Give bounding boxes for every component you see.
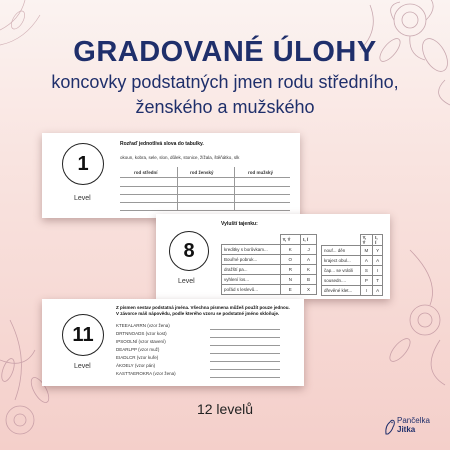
letter: B xyxy=(301,275,317,285)
letter: Y xyxy=(373,246,383,256)
brand-name-line-2: Jitka xyxy=(397,425,416,434)
level-label: Level xyxy=(74,195,91,202)
letter: O xyxy=(280,255,301,265)
level-number-circle: 1 xyxy=(62,143,104,185)
letter: T xyxy=(373,276,383,286)
instruction-line-2: V závorce máš nápovědu, podle kterého vzoru se podstatné jméno skloňuje. xyxy=(116,311,280,316)
write-line xyxy=(120,210,290,211)
column-header-neuter: rod střední xyxy=(134,170,158,175)
letter: A xyxy=(360,256,373,266)
instruction-line-1: Z písmen sestav podstatná jména. Všechna písmena můžeš použít pouze jednou. xyxy=(116,305,290,310)
worksheet-card-level-11 xyxy=(42,299,304,386)
table-row xyxy=(222,245,317,255)
level-count: 12 levelů xyxy=(196,401,254,417)
subtitle-line-1: koncovky podstatných jmen rodu středního, xyxy=(51,72,399,92)
letter: I xyxy=(360,286,373,296)
table-row xyxy=(322,276,383,286)
letter: K xyxy=(301,265,317,275)
letter: P xyxy=(360,276,373,286)
table-row xyxy=(222,265,317,275)
worksheet-card-level-8 xyxy=(156,214,390,299)
column-head: I, Í xyxy=(301,235,317,245)
write-line xyxy=(120,202,290,203)
letter: E xyxy=(280,285,301,295)
answer-line xyxy=(210,377,280,378)
clue: vyhlení los... xyxy=(222,275,281,285)
letter: N xyxy=(280,275,301,285)
letter: I xyxy=(373,266,383,276)
column-head: Y, Ý xyxy=(280,235,301,245)
table-rule xyxy=(120,177,290,178)
answer-line xyxy=(210,369,280,370)
column-head: Y, Ý xyxy=(360,235,373,246)
clue: nouf... děn xyxy=(322,246,361,256)
table-row xyxy=(222,255,317,265)
clue: sousedn.... xyxy=(322,276,361,286)
letter: A xyxy=(373,256,383,266)
bird-logo-icon xyxy=(384,418,396,436)
table-row xyxy=(222,285,317,295)
page-title: GRADOVANÉ ÚLOHY xyxy=(73,36,377,68)
letter: M xyxy=(360,246,373,256)
anagram-item: KTEEALARRN (vzor žena) xyxy=(116,323,170,328)
letter: A xyxy=(301,255,317,265)
letter: J xyxy=(301,245,317,255)
level-number-circle: 11 xyxy=(62,314,104,356)
anagram-item: EIADLCR (vzor kuře) xyxy=(116,355,159,360)
clue: dražští pa... xyxy=(222,265,281,275)
column-header-feminine: rod ženský xyxy=(190,170,214,175)
table-row xyxy=(322,246,383,256)
puzzle-table-left xyxy=(221,234,317,295)
anagram-item: KASTTAEROKRA (vzor žena) xyxy=(116,371,176,376)
clue: kraject obul... xyxy=(322,256,361,266)
brand-logo xyxy=(397,416,430,434)
table-divider xyxy=(177,167,178,211)
clue: kreditky s borůvkam... xyxy=(222,245,281,255)
anagram-item: ÁKOELY (vzor pán) xyxy=(116,363,156,368)
table-divider xyxy=(234,167,235,211)
letter: A xyxy=(373,286,383,296)
column-head: I, Í xyxy=(373,235,383,246)
table-row xyxy=(322,266,383,276)
letter: K xyxy=(280,245,301,255)
subtitle-line-2: ženského a mužského xyxy=(135,97,315,117)
write-line xyxy=(120,194,290,195)
clue: Bouřné pobruk... xyxy=(222,255,281,265)
instruction: Vyluští tajenku: xyxy=(221,221,258,227)
clue: dřevěné klet... xyxy=(322,286,361,296)
column-header-masculine: rod mužský xyxy=(248,170,274,175)
worksheet-card-level-1 xyxy=(42,133,300,218)
level-label: Level xyxy=(178,278,195,285)
answer-line xyxy=(210,353,280,354)
letter: S xyxy=(360,266,373,276)
anagram-item: DEARLPP (vzor muž) xyxy=(116,347,160,352)
answer-line xyxy=(210,361,280,362)
answer-line xyxy=(210,329,280,330)
write-line xyxy=(120,186,290,187)
table-row xyxy=(322,256,383,266)
level-label: Level xyxy=(74,363,91,370)
answer-line xyxy=(210,345,280,346)
puzzle-table-right xyxy=(321,234,383,296)
letter: X xyxy=(301,285,317,295)
level-number-circle: 8 xyxy=(169,231,209,271)
clue: pořád s leslevů... xyxy=(222,285,281,295)
word-list: okoun, kobra, sele, slon, důlek, stonice, žížala, štěňátko, slk xyxy=(120,155,240,160)
anagram-item: IPSOOLNÍ (vzor stavení) xyxy=(116,339,166,344)
anagram-item: DRTNNOADS (vzor kost) xyxy=(116,331,167,336)
answer-line xyxy=(210,337,280,338)
brand-name-line-1: Pančelka xyxy=(397,416,430,425)
table-row xyxy=(322,286,383,296)
clue: čap... se vrátili xyxy=(322,266,361,276)
table-row xyxy=(222,275,317,285)
letter: R xyxy=(280,265,301,275)
instruction: Rozřaď jednotlivá slova do tabulky. xyxy=(120,141,204,147)
